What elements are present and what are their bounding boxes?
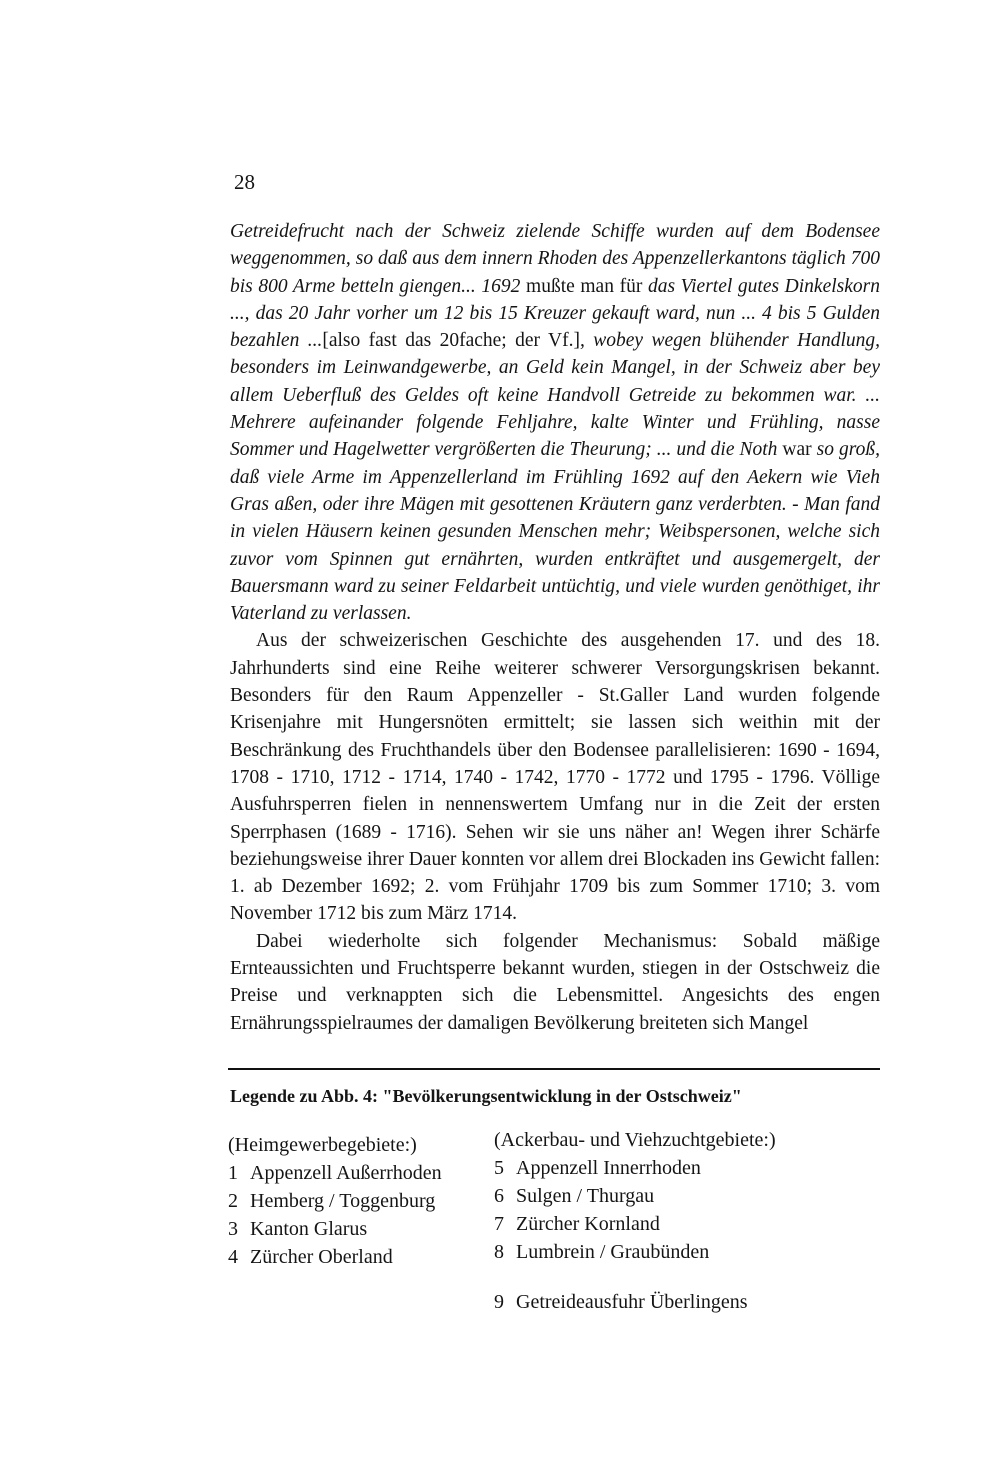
legend-item-label: Hemberg / Toggenburg <box>250 1190 436 1212</box>
quote-paragraph <box>230 218 880 627</box>
legend-item <box>228 1215 442 1243</box>
legend-item-number: 9 <box>494 1291 504 1313</box>
body-paragraph-1: Aus der schweizerischen Geschichte des ausgehenden 17. und des 18. Jahrhunderts sind eine Reihe weiterer schwerer Versorgungskrisen bekannt. Besonders für den Raum Appenzeller - St.Galler Land wurden folgende Krisenjahre mit Hungersnöten ermittelt; sie lassen sich weithin mit der Beschränkung des Fruchthandels über den Bodensee parallelisieren: 1690 - 1694, 1708 - 1710, 1712 - 1714, 1740 - 1742, 1770 - 1772 und 1795 - 1796. Völlige Ausfuhrsperren fielen in nennenswertem Umfang nur in die Zeit der ersten Sperrphasen (1689 - 1716). Sehen wir sie uns näher an! Wegen ihrer Schärfe beziehungsweise ihrer Dauer konnten vor allem drei Blockaden ins Gewicht fallen: 1. ab Dezember 1692; 2. vom Frühjahr 1709 bis zum Sommer 1710; 3. vom November 1712 bis zum März 1714. <box>230 630 880 925</box>
legend-item <box>494 1182 776 1210</box>
legend-item <box>494 1238 776 1266</box>
quote-segment: das Viertel gutes Dinkelskorn ..., das 20 Jahr vorher um 12 bis 15 Kreuzer gekauft ward, nun ... 4 bis 5 Gulden bezahlen ... <box>230 275 880 352</box>
legend-item <box>228 1159 442 1187</box>
legend-item-label: Sulgen / Thurgau <box>516 1185 655 1207</box>
legend-title: Legende zu Abb. 4: "Bevölkerungsentwicklung in der Ostschweiz" <box>230 1086 742 1106</box>
legend-item-number: 5 <box>494 1157 504 1179</box>
legend-right-heading: (Ackerbau- und Viehzuchtgebiete:) <box>494 1129 776 1151</box>
legend-item-number: 4 <box>228 1246 238 1268</box>
legend-item-number: 2 <box>228 1190 238 1212</box>
legend-item-label: Getreideausfuhr Überlingens <box>516 1291 748 1313</box>
legend-extra-item <box>494 1291 748 1314</box>
legend-item-label: Lumbrein / Graubünden <box>516 1241 710 1263</box>
legend-item-label: Appenzell Außerrhoden <box>250 1162 442 1184</box>
body-text <box>230 218 880 1037</box>
legend-left-column <box>228 1131 442 1271</box>
quote-segment: , wobey wegen blühender Handlung, besonders im Leinwandgewerbe, an Geld kein Mangel, in der Schweiz aber bey allem Ueberfluß des Geldes oft keine Handvoll Getreide zu bekommen war. ... Mehrere aufeinander folgende Fehljahre, kalte Winter und Frühling, nasse Sommer und Hagelwetter vergrößerten die Theurung; ... und die <box>230 330 881 461</box>
legend-item-number: 8 <box>494 1241 504 1263</box>
page-number: 28 <box>234 170 255 194</box>
legend-item-number: 7 <box>494 1213 504 1235</box>
legend-item-label: Zürcher Kornland <box>516 1213 660 1235</box>
body-paragraph-2: Dabei wiederholte sich folgender Mechanismus: Sobald mäßige Ernteaussichten und Fruchtsperre bekannt wurden, stiegen in der Ostschweiz die Preise und verknappten sich die Lebensmittel. Angesichts des engen Ernährungsspielraumes der damaligen Bevölkerung breiteten sich Mangel <box>230 930 880 1034</box>
legend-item-number: 1 <box>228 1162 238 1184</box>
legend-item-label: Appenzell Innerrhoden <box>516 1157 701 1179</box>
quote-segment: so groß, daß viele Arme im Appenzellerland im Frühling 1692 auf den Aekern wie Vieh Gras aßen, oder ihre Mägen mit gesottenen Kräutern ganz verderbten. - Man fand in vielen Häusern keinen gesunden Menschen mehr; Weibspersonen, welche sich zuvor vom Spinnen gut ernährten, wurden entkräftet und ausgemergelt, der Bauersmann ward zu seiner Feldarbeit untüchtig, und viele wurden genöthiget, ihr Vaterland zu verlassen. <box>230 439 880 625</box>
legend-item-label: Zürcher Oberland <box>250 1246 393 1268</box>
section-divider <box>228 1068 880 1070</box>
legend-left-heading: (Heimgewerbegebiete:) <box>228 1134 417 1156</box>
quote-segment: Noth <box>739 439 783 461</box>
legend-item <box>494 1210 776 1238</box>
legend-item-label: Kanton Glarus <box>250 1218 368 1240</box>
legend-item-number: 3 <box>228 1218 238 1240</box>
legend-item-number: 6 <box>494 1185 504 1207</box>
quote-segment: mußte man für <box>526 275 648 297</box>
quote-segment: war <box>782 439 817 461</box>
legend-right-column <box>494 1126 776 1266</box>
legend-item <box>494 1154 776 1182</box>
legend-item <box>228 1187 442 1215</box>
legend-item <box>228 1243 442 1271</box>
quote-segment: [also fast das 20fache; der Vf.] <box>322 330 580 352</box>
quote-segment: Getreidefrucht nach der Schweiz zielende Schiffe wurden auf dem Bodensee weggenommen, so daß aus dem innern Rhoden des Appenzellerkantons täglich 700 bis 800 Arme betteln giengen... 1692 <box>230 221 880 297</box>
